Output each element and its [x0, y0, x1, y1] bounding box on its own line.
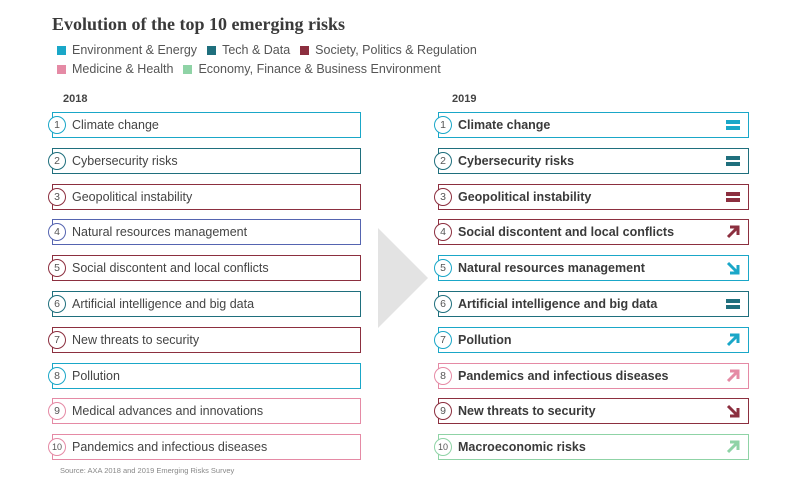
legend-label: Economy, Finance & Business Environment — [198, 62, 441, 76]
risk-row-2018-2 — [52, 148, 361, 174]
risk-label: Medical advances and innovations — [72, 404, 264, 419]
risk-row-2018-10 — [52, 434, 361, 460]
year-2019-header: 2019 — [452, 93, 477, 105]
legend-item-tech-data — [207, 43, 290, 57]
risk-row-2019-7 — [438, 327, 749, 353]
unchanged-icon — [724, 297, 742, 311]
rank-badge: 1 — [434, 116, 452, 134]
legend-swatch — [207, 46, 216, 55]
arrow-down-right-icon — [724, 261, 742, 275]
risk-label: Geopolitical instability — [72, 189, 193, 204]
rank-badge: 6 — [434, 295, 452, 313]
risk-row-2018-9 — [52, 398, 361, 424]
rank-badge: 8 — [434, 367, 452, 385]
risk-label: Cybersecurity risks — [458, 153, 575, 168]
risk-label: Cybersecurity risks — [72, 153, 178, 168]
rank-badge: 2 — [48, 152, 66, 170]
risk-row-2019-9 — [438, 398, 749, 424]
rank-badge: 8 — [48, 367, 66, 385]
risk-row-2018-4 — [52, 219, 361, 245]
risk-label: Macroeconomic risks — [458, 440, 586, 455]
risk-label: Natural resources management — [72, 225, 248, 240]
rank-badge: 1 — [48, 116, 66, 134]
risk-label: Social discontent and local conflicts — [458, 225, 675, 240]
risk-row-2018-7 — [52, 327, 361, 353]
legend-swatch — [57, 46, 66, 55]
arrow-up-right-icon — [724, 333, 742, 347]
risk-row-2018-6 — [52, 291, 361, 317]
rank-badge: 10 — [48, 438, 66, 456]
legend-label: Medicine & Health — [72, 62, 174, 76]
risk-row-2019-5 — [438, 255, 749, 281]
risk-row-2018-3 — [52, 184, 361, 210]
risk-row-2019-10 — [438, 434, 749, 460]
rank-badge: 2 — [434, 152, 452, 170]
rank-badge: 3 — [48, 188, 66, 206]
risk-row-2019-2 — [438, 148, 749, 174]
arrow-down-right-icon — [724, 404, 742, 418]
risk-label: New threats to security — [458, 404, 596, 419]
rank-badge: 4 — [48, 223, 66, 241]
rank-badge: 9 — [48, 402, 66, 420]
risk-row-2018-1 — [52, 112, 361, 138]
unchanged-icon — [724, 190, 742, 204]
risk-row-2019-6 — [438, 291, 749, 317]
risk-label: Natural resources management — [458, 261, 645, 276]
unchanged-icon — [724, 118, 742, 132]
rank-badge: 7 — [48, 331, 66, 349]
arrow-up-right-icon — [724, 440, 742, 454]
risk-row-2019-8 — [438, 363, 749, 389]
risk-label: Social discontent and local conflicts — [72, 261, 269, 276]
risk-label: Pandemics and infectious diseases — [72, 440, 268, 455]
legend-item-society-politics — [300, 43, 477, 57]
legend-item-economy-finance — [183, 62, 440, 76]
legend — [57, 43, 477, 76]
risk-label: New threats to security — [72, 332, 200, 347]
risk-label: Geopolitical instability — [458, 189, 592, 204]
legend-item-environment-energy — [57, 43, 197, 57]
legend-label: Environment & Energy — [72, 43, 198, 57]
arrow-up-right-icon — [724, 225, 742, 239]
unchanged-icon — [724, 154, 742, 168]
risk-label: Artificial intelligence and big data — [458, 297, 658, 311]
risk-row-2018-5 — [52, 255, 361, 281]
risk-label: Climate change — [72, 118, 159, 132]
transition-arrow-icon — [378, 228, 428, 328]
rank-badge: 6 — [48, 295, 66, 313]
risk-row-2019-3 — [438, 184, 749, 210]
legend-swatch — [300, 46, 309, 55]
risk-label: Climate change — [458, 118, 551, 132]
risk-label: Pandemics and infectious diseases — [458, 368, 669, 383]
legend-swatch — [57, 65, 66, 74]
legend-label: Society, Politics & Regulation — [315, 43, 477, 57]
legend-label: Tech & Data — [222, 43, 291, 57]
risk-row-2018-8 — [52, 363, 361, 389]
rank-badge: 4 — [434, 223, 452, 241]
rank-badge: 3 — [434, 188, 452, 206]
arrow-up-right-icon — [724, 369, 742, 383]
rank-badge: 5 — [434, 259, 452, 277]
risk-row-2019-1 — [438, 112, 749, 138]
chart-title: Evolution of the top 10 emerging risks — [52, 14, 346, 34]
source-note: Source: AXA 2018 and 2019 Emerging Risks Survey — [60, 466, 235, 475]
legend-item-medicine-health — [57, 62, 173, 76]
rank-badge: 10 — [434, 438, 452, 456]
risk-label: Pollution — [72, 368, 120, 383]
legend-swatch — [183, 65, 192, 74]
rank-badge: 5 — [48, 259, 66, 277]
risk-label: Pollution — [458, 332, 512, 347]
risk-row-2019-4 — [438, 219, 749, 245]
risk-label: Artificial intelligence and big data — [72, 297, 255, 311]
rank-badge: 7 — [434, 331, 452, 349]
rank-badge: 9 — [434, 402, 452, 420]
year-2018-header: 2018 — [63, 93, 88, 105]
